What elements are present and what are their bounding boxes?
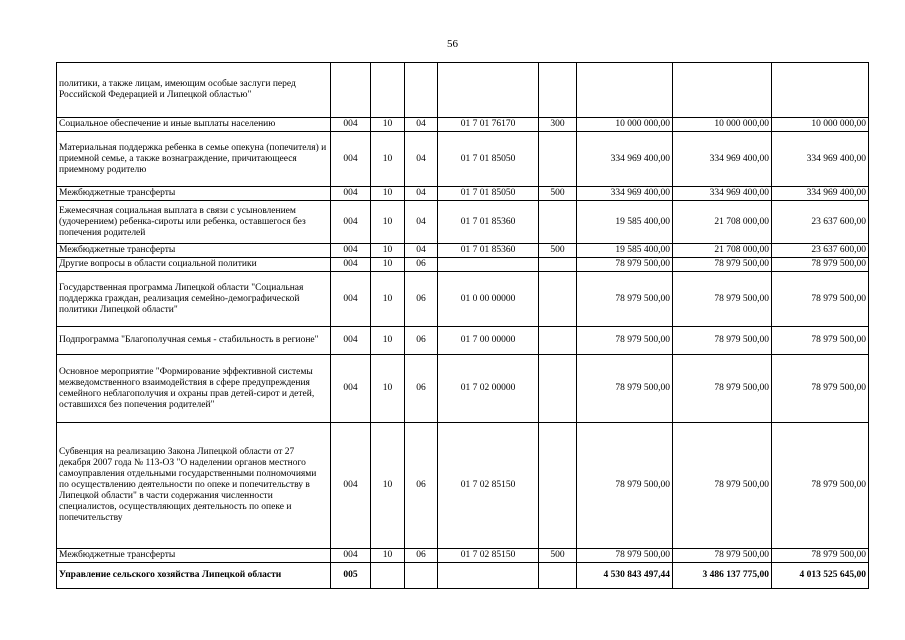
page-number: 56 (447, 38, 458, 50)
cell-amount-year-2: 78 979 500,00 (673, 258, 772, 272)
cell-expense-type (539, 327, 577, 355)
cell-name: Ежемесячная социальная выплата в связи с усыновлением (удочерением) ребенка-сироты или ребенка, оставшегося без попечения родителей (57, 201, 331, 244)
cell-name: Межбюджетные трансферты (57, 244, 331, 258)
cell-section: 10 (371, 327, 405, 355)
cell-target-article (438, 63, 539, 118)
cell-name: политики, а также лицам, имеющим особые заслуги перед Российской Федерацией и Липецкой областью" (57, 63, 331, 118)
table-row (57, 355, 869, 423)
cell-amount-year-3: 78 979 500,00 (772, 272, 869, 327)
cell-subsection: 06 (405, 327, 438, 355)
cell-ministry-code: 004 (331, 549, 371, 563)
cell-expense-type (539, 423, 577, 549)
cell-ministry-code: 004 (331, 118, 371, 132)
cell-ministry-code: 004 (331, 132, 371, 187)
cell-ministry-code: 004 (331, 187, 371, 201)
table-row (57, 258, 869, 272)
cell-name: Другие вопросы в области социальной политики (57, 258, 331, 272)
cell-amount-year-1: 78 979 500,00 (577, 327, 673, 355)
table-row (57, 327, 869, 355)
cell-target-article: 01 7 01 85360 (438, 244, 539, 258)
cell-name: Основное мероприятие "Формирование эффективной системы межведомственного взаимодействия в сфере предупреждения семейного неблагополучия и охраны прав детей-сирот и детей, оставшихся без попечения родителей" (57, 355, 331, 423)
cell-ministry-code: 004 (331, 327, 371, 355)
cell-amount-year-2: 334 969 400,00 (673, 132, 772, 187)
cell-amount-year-2: 21 708 000,00 (673, 244, 772, 258)
cell-expense-type (539, 132, 577, 187)
cell-ministry-code: 005 (331, 563, 371, 589)
budget-table (56, 62, 869, 589)
cell-amount-year-3: 10 000 000,00 (772, 118, 869, 132)
cell-amount-year-1: 19 585 400,00 (577, 201, 673, 244)
cell-amount-year-1: 4 530 843 497,44 (577, 563, 673, 589)
table-row (57, 563, 869, 589)
cell-amount-year-1: 78 979 500,00 (577, 272, 673, 327)
cell-amount-year-2: 10 000 000,00 (673, 118, 772, 132)
cell-section (371, 63, 405, 118)
cell-amount-year-2: 78 979 500,00 (673, 549, 772, 563)
cell-section: 10 (371, 272, 405, 327)
cell-amount-year-3: 23 637 600,00 (772, 201, 869, 244)
cell-target-article (438, 563, 539, 589)
cell-section: 10 (371, 187, 405, 201)
cell-amount-year-1: 78 979 500,00 (577, 258, 673, 272)
cell-section (371, 563, 405, 589)
cell-amount-year-2: 3 486 137 775,00 (673, 563, 772, 589)
table-row (57, 118, 869, 132)
cell-amount-year-2: 78 979 500,00 (673, 272, 772, 327)
cell-amount-year-2: 78 979 500,00 (673, 423, 772, 549)
table-row (57, 132, 869, 187)
cell-target-article: 01 7 01 85360 (438, 201, 539, 244)
cell-target-article: 01 7 02 85150 (438, 549, 539, 563)
cell-section: 10 (371, 118, 405, 132)
cell-subsection: 04 (405, 244, 438, 258)
cell-amount-year-1: 334 969 400,00 (577, 187, 673, 201)
cell-section: 10 (371, 355, 405, 423)
cell-ministry-code: 004 (331, 244, 371, 258)
cell-target-article: 01 7 01 76170 (438, 118, 539, 132)
cell-subsection: 04 (405, 118, 438, 132)
cell-ministry-code: 004 (331, 258, 371, 272)
cell-amount-year-2: 334 969 400,00 (673, 187, 772, 201)
cell-ministry-code: 004 (331, 355, 371, 423)
cell-amount-year-1: 78 979 500,00 (577, 549, 673, 563)
cell-ministry-code: 004 (331, 423, 371, 549)
cell-ministry-code (331, 63, 371, 118)
cell-amount-year-3: 78 979 500,00 (772, 549, 869, 563)
table-row (57, 63, 869, 118)
cell-section: 10 (371, 549, 405, 563)
cell-section: 10 (371, 423, 405, 549)
table-row (57, 549, 869, 563)
cell-subsection: 04 (405, 187, 438, 201)
cell-name: Государственная программа Липецкой области "Социальная поддержка граждан, реализация семейно-демографической политики Липецкой области" (57, 272, 331, 327)
cell-subsection: 06 (405, 355, 438, 423)
cell-amount-year-2: 21 708 000,00 (673, 201, 772, 244)
cell-amount-year-3: 334 969 400,00 (772, 187, 869, 201)
cell-expense-type (539, 272, 577, 327)
cell-amount-year-2: 78 979 500,00 (673, 327, 772, 355)
cell-section: 10 (371, 258, 405, 272)
cell-expense-type: 300 (539, 118, 577, 132)
cell-amount-year-3: 334 969 400,00 (772, 132, 869, 187)
cell-ministry-code: 004 (331, 272, 371, 327)
cell-amount-year-1: 19 585 400,00 (577, 244, 673, 258)
cell-section: 10 (371, 201, 405, 244)
cell-amount-year-3: 78 979 500,00 (772, 423, 869, 549)
cell-target-article: 01 7 02 85150 (438, 423, 539, 549)
cell-amount-year-1: 78 979 500,00 (577, 355, 673, 423)
cell-expense-type: 500 (539, 187, 577, 201)
cell-expense-type (539, 63, 577, 118)
table-row (57, 201, 869, 244)
cell-name: Межбюджетные трансферты (57, 549, 331, 563)
cell-target-article: 01 7 00 00000 (438, 327, 539, 355)
cell-amount-year-3 (772, 63, 869, 118)
cell-subsection: 06 (405, 423, 438, 549)
cell-ministry-code: 004 (331, 201, 371, 244)
cell-amount-year-1: 334 969 400,00 (577, 132, 673, 187)
cell-expense-type: 500 (539, 244, 577, 258)
cell-amount-year-3: 23 637 600,00 (772, 244, 869, 258)
cell-subsection: 06 (405, 272, 438, 327)
table-row (57, 244, 869, 258)
cell-subsection: 04 (405, 132, 438, 187)
cell-section: 10 (371, 132, 405, 187)
cell-subsection (405, 563, 438, 589)
cell-name: Субвенция на реализацию Закона Липецкой области от 27 декабря 2007 года № 113-ОЗ "О наделении органов местного самоуправления отдельными государственными полномочиями по осуществлению деятельности по опеке и попечительству в Липецкой области" в части содержания численности специалистов, осуществляющих деятельность по опеке и попечительству (57, 423, 331, 549)
cell-amount-year-2 (673, 63, 772, 118)
cell-target-article: 01 7 01 85050 (438, 187, 539, 201)
table-row (57, 187, 869, 201)
cell-target-article: 01 7 01 85050 (438, 132, 539, 187)
cell-subsection (405, 63, 438, 118)
cell-expense-type (539, 201, 577, 244)
cell-section: 10 (371, 244, 405, 258)
table-row (57, 423, 869, 549)
table-row (57, 272, 869, 327)
cell-amount-year-1 (577, 63, 673, 118)
cell-amount-year-3: 4 013 525 645,00 (772, 563, 869, 589)
cell-subsection: 04 (405, 201, 438, 244)
cell-expense-type: 500 (539, 549, 577, 563)
cell-name: Социальное обеспечение и иные выплаты населению (57, 118, 331, 132)
cell-expense-type (539, 258, 577, 272)
cell-amount-year-1: 10 000 000,00 (577, 118, 673, 132)
cell-name: Подпрограмма "Благополучная семья - стабильность в регионе" (57, 327, 331, 355)
cell-amount-year-3: 78 979 500,00 (772, 355, 869, 423)
cell-name: Межбюджетные трансферты (57, 187, 331, 201)
cell-target-article (438, 258, 539, 272)
table-body (57, 63, 869, 589)
cell-amount-year-2: 78 979 500,00 (673, 355, 772, 423)
cell-name: Материальная поддержка ребенка в семье опекуна (попечителя) и приемной семье, а также вознаграждение, причитающееся приемному родителю (57, 132, 331, 187)
cell-target-article: 01 7 02 00000 (438, 355, 539, 423)
cell-expense-type (539, 355, 577, 423)
cell-amount-year-1: 78 979 500,00 (577, 423, 673, 549)
cell-name: Управление сельского хозяйства Липецкой области (57, 563, 331, 589)
cell-amount-year-3: 78 979 500,00 (772, 258, 869, 272)
cell-amount-year-3: 78 979 500,00 (772, 327, 869, 355)
cell-subsection: 06 (405, 549, 438, 563)
cell-subsection: 06 (405, 258, 438, 272)
cell-expense-type (539, 563, 577, 589)
cell-target-article: 01 0 00 00000 (438, 272, 539, 327)
